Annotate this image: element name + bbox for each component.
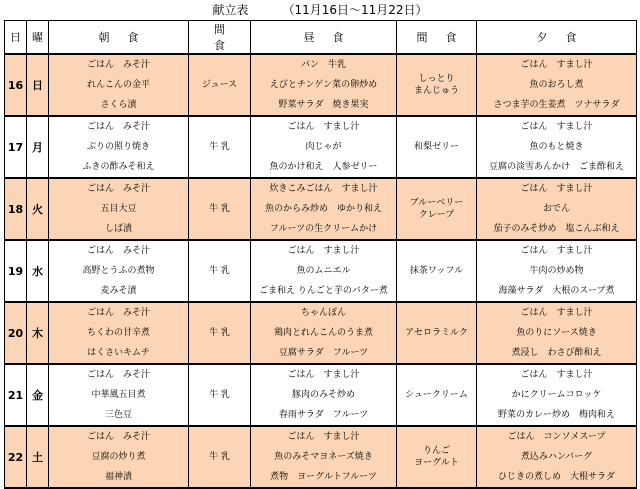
snack-am-cell: 牛 乳 bbox=[189, 302, 251, 364]
dinner-cell bbox=[477, 426, 637, 488]
breakfast-cell-item: ごはん みそ汁 bbox=[86, 308, 150, 318]
day-number: 16 bbox=[5, 54, 27, 116]
breakfast-cell bbox=[49, 178, 189, 240]
breakfast-cell bbox=[49, 364, 189, 426]
snack-am-cell: 牛 乳 bbox=[189, 240, 251, 302]
dinner-cell-item: ごはん すまし汁 bbox=[520, 370, 593, 380]
menu-table bbox=[4, 20, 637, 489]
menu-title-label: 献立表 bbox=[212, 3, 249, 17]
lunch-cell-item: 豚肉のみそ炒め bbox=[291, 390, 355, 400]
header-snack-am: 間食 bbox=[189, 21, 251, 55]
snack-am-cell: 牛 乳 bbox=[189, 364, 251, 426]
snack-pm-cell-line: ヨーグルト bbox=[414, 458, 459, 468]
menu-row-day-17 bbox=[5, 116, 637, 178]
day-of-week: 火 bbox=[27, 178, 49, 240]
lunch-cell-item: 肉じゃが bbox=[305, 142, 342, 152]
snack-pm-cell-line: ブルーベリー bbox=[409, 198, 464, 208]
breakfast-cell-item: 五目大豆 bbox=[100, 204, 137, 214]
snack-pm-cell bbox=[397, 426, 477, 488]
day-of-week: 金 bbox=[27, 364, 49, 426]
dinner-cell bbox=[477, 54, 637, 116]
lunch-cell-item: フルーツの生クリームかけ bbox=[269, 224, 378, 234]
breakfast-cell bbox=[49, 426, 189, 488]
breakfast-cell bbox=[49, 54, 189, 116]
lunch-cell-item: 野菜サラダ 焼き果実 bbox=[278, 100, 369, 110]
lunch-cell bbox=[251, 364, 397, 426]
snack-pm-cell bbox=[397, 178, 477, 240]
lunch-cell-item: ごま和え りんごと芋のバター煮 bbox=[259, 286, 388, 296]
dinner-cell-item: おでん bbox=[543, 204, 570, 214]
breakfast-cell bbox=[49, 302, 189, 364]
dinner-cell-item: 海藻サラダ 大根のスープ煮 bbox=[498, 286, 615, 296]
menu-row-day-16 bbox=[5, 54, 637, 116]
day-number: 19 bbox=[5, 240, 27, 302]
day-of-week: 木 bbox=[27, 302, 49, 364]
dinner-cell-item: さつま芋の生姜煮 ツナサラダ bbox=[493, 100, 620, 110]
menu-date-range: （11月16日～11月22日） bbox=[282, 3, 428, 17]
lunch-cell-item: 魚のからみ炒め ゆかり和え bbox=[264, 204, 382, 214]
dinner-cell-item: 牛肉の炒め物 bbox=[529, 266, 584, 276]
lunch-cell-item: 煮物 ヨーグルトフルーツ bbox=[270, 472, 377, 482]
dinner-cell-item: ごはん コンソメスープ bbox=[507, 432, 606, 442]
breakfast-cell-item: 三色豆 bbox=[104, 410, 132, 420]
breakfast-cell-item: ごはん みそ汁 bbox=[86, 432, 150, 442]
breakfast-cell-item: しば漬 bbox=[104, 224, 132, 234]
lunch-cell bbox=[251, 54, 397, 116]
menu-row-day-19 bbox=[5, 240, 637, 302]
breakfast-cell-item: ちくわの甘辛煮 bbox=[86, 328, 150, 338]
dinner-cell-item: ごはん すまし汁 bbox=[520, 246, 593, 256]
breakfast-cell-item: 福神漬 bbox=[104, 472, 132, 482]
breakfast-cell-item: ふきの酢みそ和え bbox=[82, 162, 155, 172]
breakfast-cell-item: ぶりの照り焼き bbox=[86, 142, 150, 152]
lunch-cell bbox=[251, 240, 397, 302]
dinner-cell bbox=[477, 364, 637, 426]
dinner-cell-item: ごはん すまし汁 bbox=[520, 308, 593, 318]
day-number: 20 bbox=[5, 302, 27, 364]
dinner-cell bbox=[477, 178, 637, 240]
header-lunch: 昼食 bbox=[251, 21, 397, 55]
lunch-cell-item: ごはん すまし汁 bbox=[287, 432, 360, 442]
breakfast-cell-item: 中華風五目煮 bbox=[91, 390, 146, 400]
lunch-cell-item: 炊きこみごはん すまし汁 bbox=[269, 184, 378, 194]
breakfast-cell-item: 高野とうふの煮物 bbox=[82, 266, 155, 276]
day-number: 21 bbox=[5, 364, 27, 426]
snack-am-cell: 牛 乳 bbox=[189, 426, 251, 488]
dinner-cell bbox=[477, 240, 637, 302]
header-dow: 曜 bbox=[27, 21, 49, 55]
breakfast-cell-item: ごはん みそ汁 bbox=[86, 122, 150, 132]
breakfast-cell-item: ごはん みそ汁 bbox=[86, 246, 150, 256]
day-of-week: 月 bbox=[27, 116, 49, 178]
dinner-cell-item: 豆腐の淡雪あんかけ ごま酢和え bbox=[488, 162, 624, 172]
snack-am-cell: 牛 乳 bbox=[189, 116, 251, 178]
header-day: 日 bbox=[5, 21, 27, 55]
lunch-cell bbox=[251, 178, 397, 240]
menu-row-day-20 bbox=[5, 302, 637, 364]
lunch-cell-item: えびとチンゲン菜の卵炒め bbox=[269, 80, 378, 90]
lunch-cell bbox=[251, 426, 397, 488]
snack-pm-cell-line: クレープ bbox=[418, 210, 455, 220]
snack-pm-cell bbox=[397, 54, 477, 116]
snack-pm-cell: シュークリーム bbox=[397, 364, 477, 426]
breakfast-cell-item: ごはん みそ汁 bbox=[86, 370, 150, 380]
lunch-cell-item: 魚のかけ和え 人参ゼリー bbox=[269, 162, 378, 172]
day-of-week: 日 bbox=[27, 54, 49, 116]
breakfast-cell-item: ごはん みそ汁 bbox=[86, 184, 150, 194]
dinner-cell-item: 魚のおろし煮 bbox=[529, 80, 584, 90]
lunch-cell bbox=[251, 116, 397, 178]
header-row bbox=[5, 21, 637, 55]
snack-am-cell: ジュース bbox=[189, 54, 251, 116]
breakfast-cell-item: さくら漬 bbox=[100, 100, 137, 110]
dinner-cell-item: 茄子のみそ炒め 塩こんぶ和え bbox=[493, 224, 620, 234]
menu-row-day-22 bbox=[5, 426, 637, 488]
dinner-cell-item: 魚のもと焼き bbox=[529, 142, 584, 152]
snack-pm-cell-line: りんご bbox=[422, 446, 450, 456]
lunch-cell-item: 鶏肉とれんこんのうま煮 bbox=[273, 328, 373, 338]
lunch-cell-item: ごはん すまし汁 bbox=[287, 122, 360, 132]
breakfast-cell-item: 豆腐の炒り煮 bbox=[91, 452, 146, 462]
lunch-cell-item: 魚のムニエル bbox=[296, 266, 351, 276]
lunch-cell-item: パン 牛乳 bbox=[300, 60, 346, 70]
dinner-cell-item: 煮込みハンバーグ bbox=[520, 452, 593, 462]
day-number: 22 bbox=[5, 426, 27, 488]
day-of-week: 水 bbox=[27, 240, 49, 302]
day-of-week: 土 bbox=[27, 426, 49, 488]
lunch-cell-item: 春雨サラダ フルーツ bbox=[278, 410, 369, 420]
menu-title bbox=[0, 2, 640, 18]
lunch-cell-item: ごはん すまし汁 bbox=[287, 246, 360, 256]
header-breakfast: 朝食 bbox=[49, 21, 189, 55]
breakfast-cell-item: はくさいキムチ bbox=[87, 348, 150, 358]
breakfast-cell-item: 麦みそ漬 bbox=[100, 286, 137, 296]
dinner-cell bbox=[477, 116, 637, 178]
dinner-cell-item: 煮浸し わさび酢和え bbox=[511, 348, 602, 358]
dinner-cell-item: 野菜のカレー炒め 梅肉和え bbox=[497, 410, 615, 420]
dinner-cell-item: ごはん すまし汁 bbox=[520, 184, 593, 194]
snack-pm-cell: 抹茶ワッフル bbox=[397, 240, 477, 302]
snack-am-cell: 牛 乳 bbox=[189, 178, 251, 240]
dinner-cell-item: 魚のりにソース焼き bbox=[516, 328, 597, 338]
day-number: 18 bbox=[5, 178, 27, 240]
lunch-cell-item: 豆腐サラダ フルーツ bbox=[278, 348, 369, 358]
header-dinner: 夕食 bbox=[477, 21, 637, 55]
breakfast-cell-item: れんこんの金平 bbox=[86, 80, 150, 90]
dinner-cell-item: ごはん すまし汁 bbox=[520, 60, 593, 70]
dinner-cell-item: ひじきの煮しめ 大根サラダ bbox=[498, 472, 615, 482]
snack-pm-cell-line: しっとり bbox=[418, 74, 455, 84]
snack-pm-cell: アセロラミルク bbox=[397, 302, 477, 364]
snack-pm-cell: 和梨ゼリー bbox=[397, 116, 477, 178]
menu-body bbox=[5, 54, 637, 488]
lunch-cell bbox=[251, 302, 397, 364]
day-number: 17 bbox=[5, 116, 27, 178]
breakfast-cell bbox=[49, 240, 189, 302]
header-snack-pm: 間食 bbox=[397, 21, 477, 55]
dinner-cell-item: ごはん すまし汁 bbox=[520, 122, 593, 132]
lunch-cell-item: 魚のみそマヨネーズ焼き bbox=[274, 452, 373, 462]
dinner-cell bbox=[477, 302, 637, 364]
breakfast-cell-item: ごはん みそ汁 bbox=[86, 60, 150, 70]
lunch-cell-item: ごはん すまし汁 bbox=[287, 370, 360, 380]
menu-row-day-18 bbox=[5, 178, 637, 240]
snack-pm-cell-line: まんじゅう bbox=[413, 86, 459, 96]
dinner-cell-item: かにクリームコロッケ bbox=[511, 390, 602, 400]
breakfast-cell bbox=[49, 116, 189, 178]
menu-row-day-21 bbox=[5, 364, 637, 426]
lunch-cell-item: ちゃんぽん bbox=[300, 308, 346, 318]
